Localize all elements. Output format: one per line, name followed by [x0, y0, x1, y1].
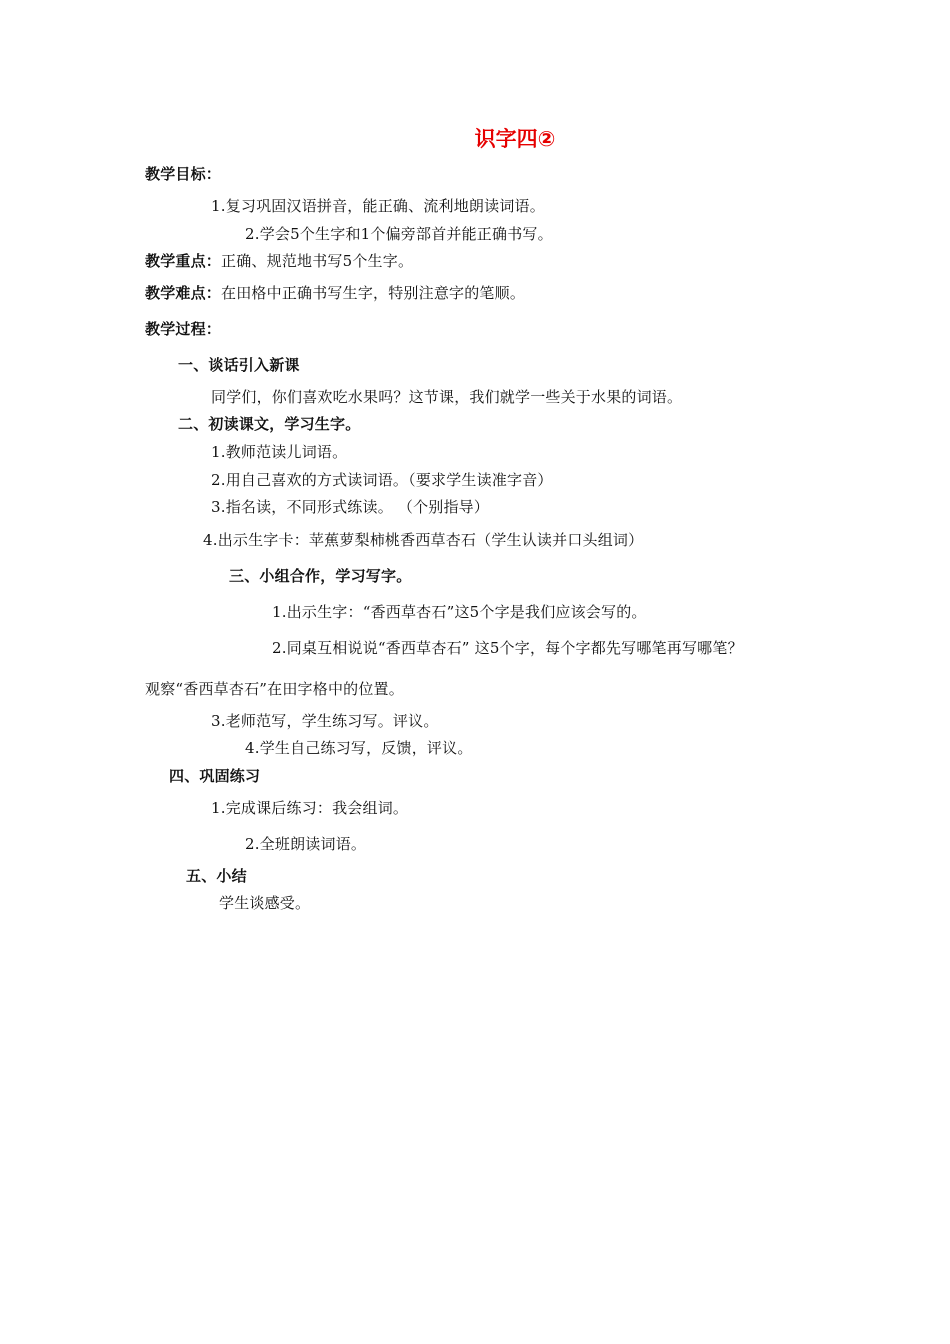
section5-heading: 五、小结 [186, 867, 247, 885]
difficulty-label: 教学难点： [145, 284, 222, 302]
document-title: 识字四② [474, 127, 556, 151]
goal-item-1: 1.复习巩固汉语拼音，能正确、流利地朗读词语。 [211, 197, 545, 215]
section3-heading: 三、小组合作，学习写字。 [229, 567, 412, 585]
key-point-label: 教学重点： [145, 252, 222, 270]
section2-item-2: 2.用自己喜欢的方式读词语。（要求学生读准字音） [211, 471, 553, 489]
difficulty-text: 在田格中正确书写生字，特别注意字的笔顺。 [221, 284, 526, 302]
goal-item-2: 2.学会5个生字和1个偏旁部首并能正确书写。 [245, 225, 553, 243]
section4-item-1: 1.完成课后练习：我会组词。 [211, 799, 409, 817]
section4-heading: 四、巩固练习 [169, 767, 261, 785]
section2-item-1: 1.教师范读儿词语。 [211, 443, 348, 461]
section1-heading: 一、谈话引入新课 [178, 356, 300, 374]
difficulty-line [145, 283, 525, 303]
process-label: 教学过程： [145, 320, 222, 338]
section2-item-4: 4.出示生字卡：苹蕉萝梨柿桃香西草杏石（学生认读并口头组词） [203, 531, 644, 549]
section3-item-3: 3.老师范写，学生练习写。评议。 [211, 712, 439, 730]
key-point-line [145, 251, 413, 271]
section3-item-4: 4.学生自己练习写，反馈，评议。 [245, 739, 473, 757]
section2-heading: 二、初读课文，学习生字。 [178, 415, 361, 433]
section1-text: 同学们，你们喜欢吃水果吗？这节课，我们就学一些关于水果的词语。 [211, 388, 683, 406]
section2-item-3: 3.指名读，不同形式练读。 （个别指导） [211, 498, 490, 516]
section5-text: 学生谈感受。 [219, 894, 311, 912]
key-point-text: 正确、规范地书写5个生字。 [221, 252, 414, 270]
section4-item-2: 2.全班朗读词语。 [245, 835, 367, 853]
section3-item-observe: 观察“香西草杏石”在田字格中的位置。 [145, 680, 404, 698]
section3-item-1: 1.出示生字：“香西草杏石”这5个字是我们应该会写的。 [272, 603, 647, 621]
goals-label: 教学目标： [145, 165, 222, 183]
section3-item-2: 2.同桌互相说说“香西草杏石” 这5个字，每个字都先写哪笔再写哪笔？ [272, 639, 743, 657]
